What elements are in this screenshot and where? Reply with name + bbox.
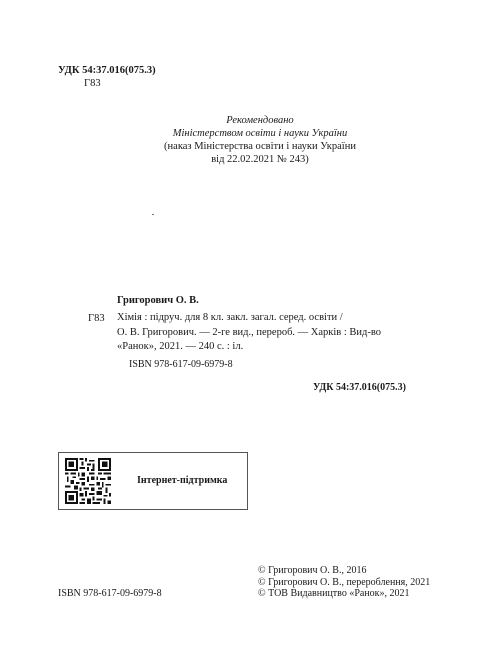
bibliography-line-3: «Ранок», 2021. — 240 с. : іл. — [117, 341, 244, 352]
recommendation-block — [110, 114, 410, 166]
internet-support-label: Інтернет-підтримка — [137, 475, 228, 486]
bibliography-line-1: Хімія : підруч. для 8 кл. закл. загал. серед. освіти / — [117, 312, 343, 323]
bibliography-line-2: О. В. Григорович. — 2-ге вид., перероб. — Харків : Вид-во — [117, 326, 382, 338]
copyright-line-1: © Григорович О. В., 2016 — [258, 565, 367, 576]
header-udk: УДК 54:37.016(075.3) — [58, 65, 156, 76]
internet-support-box[interactable] — [58, 452, 248, 510]
recommendation-line-2: Міністерством освіти і науки України — [172, 128, 348, 139]
footer-isbn: ISBN 978-617-09-6979-8 — [58, 588, 162, 599]
bibliography-author: Григорович О. В. — [117, 295, 199, 306]
bibliography-index: Г83 — [88, 313, 105, 324]
print-speck — [152, 214, 154, 215]
copyright-list — [258, 565, 430, 600]
recommendation-line-1: Рекомендовано — [226, 115, 294, 126]
header-index: Г83 — [84, 78, 101, 89]
recommendation-line-3: (наказ Міністерства освіти і науки України — [164, 141, 356, 152]
bibliography-isbn: ISBN 978-617-09-6979-8 — [129, 359, 233, 370]
bibliography-udk: УДК 54:37.016(075.3) — [313, 382, 406, 393]
copyright-line-2: © Григорович О. В., перероблення, 2021 — [258, 576, 431, 588]
qr-code-icon[interactable] — [65, 458, 111, 504]
recommendation-line-4: від 22.02.2021 № 243) — [211, 154, 309, 165]
copyright-line-3: © ТОВ Видавництво «Ранок», 2021 — [258, 588, 410, 599]
bibliography-description — [117, 311, 381, 355]
